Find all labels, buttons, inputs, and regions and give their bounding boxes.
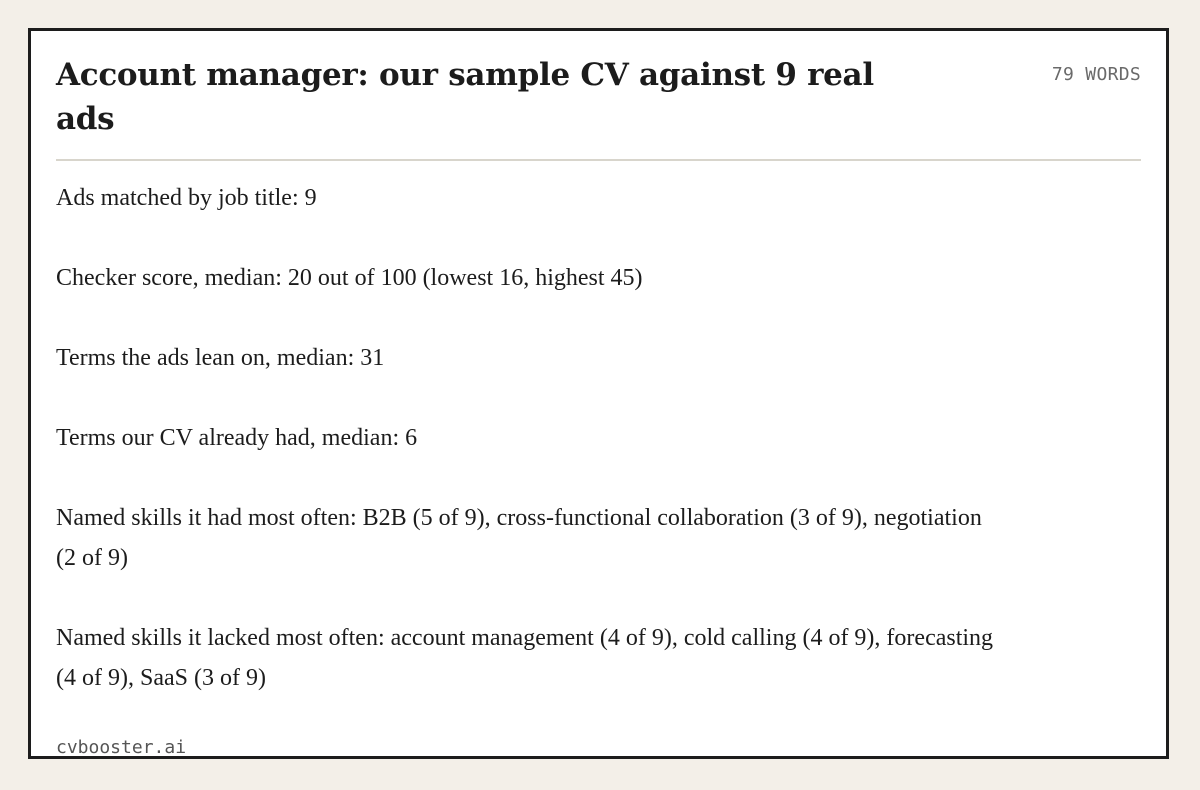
stat-terms-ads-lean-on: Terms the ads lean on, median: 31 [56, 345, 385, 371]
title-divider [56, 159, 1141, 161]
stat-terms-cv-had: Terms our CV already had, median: 6 [56, 425, 418, 451]
card-title: Account manager: our sample CV against 9 real ads [56, 57, 874, 137]
word-count-badge: 79 WORDS [1051, 64, 1141, 85]
source-footer: cvbooster.ai [56, 737, 187, 758]
stat-checker-score: Checker score, median: 20 out of 100 (lowest 16, highest 45) [56, 265, 643, 291]
stat-skills-had: Named skills it had most often: B2B (5 of 9), cross-functional collaboration (3 of 9), negotiation (2 of 9) [56, 505, 982, 571]
stat-skills-lacked: Named skills it lacked most often: account management (4 of 9), cold calling (4 of 9), forecasting (4 of 9), SaaS (3 of 9) [56, 625, 994, 691]
stats-list [56, 178, 996, 738]
summary-card [28, 28, 1169, 759]
stat-ads-matched: Ads matched by job title: 9 [56, 185, 317, 211]
